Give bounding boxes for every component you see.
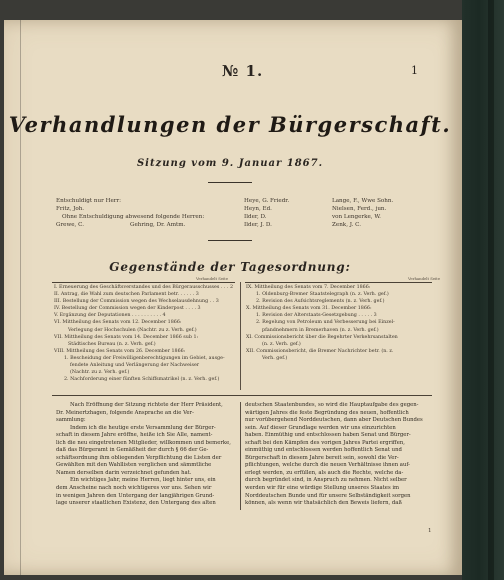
body-line: Dr. Meinertzhagen, folgende Ansprache an die Ver- (56, 409, 194, 416)
body-line: dem Anscheine nach noch wichtigeres vor uns. Sehen wir (56, 485, 212, 492)
absent-name: Lange, F., Wwe Sohn. (332, 198, 394, 204)
body-line: deutschen Staatenbundes, so wird die Hauptaufgabe des gegen- (245, 402, 419, 408)
absent-label: Ohne Entschuldigung abwesend folgende Herren: (62, 214, 205, 220)
absent-name: Heyn, Ed. (244, 206, 272, 212)
agenda-item: VI. Mittheilung des Senats vom 12. December 1866: (54, 320, 182, 326)
section-divider (208, 240, 252, 241)
body-line: Bürgerschaft in diesem Jahre bereit sein, sowohl die Ver- (245, 454, 399, 461)
body-line: wärtigen Jahres die feste Begründung des neuen, hoffentlich (245, 409, 409, 416)
session-date: Sitzung vom 9. Januar 1867. (136, 158, 324, 169)
agenda-bottom-rule (52, 395, 432, 396)
agenda-column-header: Verhandelt Seite (196, 276, 229, 281)
agenda-item: pfandnehmern in Bremerhaven (n. z. Verh. gef.) (262, 327, 379, 333)
agenda-top-rule (52, 282, 235, 283)
agenda-item: 1. Oldenburg-Bremer Staatstelegraph (n. z. Verh. gef.) (256, 292, 389, 298)
body-left-column (56, 402, 236, 508)
body-right-column (245, 402, 433, 508)
agenda-item: III. Bestellung der Commission wegen des Wechselausdehnung . . 3 (54, 299, 219, 305)
title-divider (208, 182, 252, 183)
absent-name: Grewe, C. (56, 222, 84, 228)
body-line: Gewählten mit den Wahllisten verglichen und sämmtliche (56, 462, 212, 469)
agenda-column-header: Verhandelt Seite (408, 276, 441, 281)
agenda-item: 2. Regelung von Petroleum und Verbesserung bei Einzel- (256, 320, 395, 326)
body-line: sammlung: (56, 417, 86, 424)
agenda-item: Städtisches Bureau (n. z. Verh. gef.) (68, 341, 156, 347)
agenda-item: 2. Nachforderung einer fünften Schiffsmatrikel (n. z. Verh. gef.) (64, 377, 220, 383)
absent-name: Gehring, Dr. Amtm. (130, 222, 186, 228)
agenda-item: 1. Revision der Alterstaats-Gesetzgebung . . . . . 3 (256, 313, 377, 319)
body-line: durch begründet sind, in Anspruch zu nehmen. Nicht selber (245, 477, 407, 484)
agenda-item: V. Ergänzung der Deputationen . . . . . . . . . . 4 (54, 313, 166, 319)
agenda-right-list (246, 284, 432, 362)
book-spine (462, 0, 504, 580)
agenda-item: fendete Anleitung und Verlängerung der Nachweiser (70, 363, 200, 369)
body-line: Ein wichtiges Jahr, meine Herren, liegt hinter uns, ein (70, 477, 216, 484)
absent-name: Ilder, D. (244, 214, 267, 220)
agenda-item: II. Antrag, die Wahl zum deutschen Parlament betr. . . . . . 3 (54, 292, 199, 298)
issue-number: № 1. (222, 62, 264, 80)
body-line: Indem ich die heutige erste Versammlung der Bürger- (70, 424, 216, 431)
footer-page-mark: 1 (428, 528, 432, 534)
agenda-item: X. Mittheilung des Senats vom 31. December 1866: (246, 306, 372, 312)
excused-label: Entschuldigt nur Herr: (56, 198, 121, 204)
agenda-item: 2. Revision des Aufsichtsreglements (n. z. Verh. gef.) (256, 299, 385, 305)
agenda-item: XI. Commissionsbericht über die Begehrter Verkehrsanstalten (246, 334, 398, 340)
agenda-item: Verh. gef.) (262, 355, 288, 361)
agenda-item: IX. Mittheilung des Senats vom 7. December 1866: (246, 285, 371, 290)
body-line: werden wir für eine würdige Stellung unseres Staates im (245, 485, 400, 492)
agenda-item: Verlegung der Hochschulen (Nachtr. zu z. Verh. gef.) (68, 327, 197, 333)
agenda-item: VIII. Mittheilung des Senats vom 26. December 1866: (54, 348, 186, 354)
body-line: schäftsordnung ihm obliegenden Verpflichtung die Listen der (56, 454, 222, 461)
body-line: lich die neu eingetretenen Mitglieder, willkommen und bemerke, (56, 439, 231, 446)
body-line: nur vorübergehend Norddeutschen, dann aber Deutschen Bundes (245, 417, 423, 424)
absent-name: Zenk, J. C. (332, 222, 361, 228)
body-column-divider (240, 402, 241, 510)
body-line: können, als wenn wir thatsächlich den Beweis liefern, daß (245, 500, 402, 507)
body-line: einmüthig und entschlossen werden hoffentlich Senat und (245, 447, 402, 454)
agenda-item: IV. Bestellung der Commission wegen der Kinderpost . . . . 3 (54, 306, 201, 312)
absent-name: Ilder, J. D. (244, 222, 272, 228)
body-line: schaft bei den Kämpfen des vorigen Jahres Partei ergriffen, (245, 439, 405, 446)
body-line: sein. Auf dieser Grundlage werden wir uns einzurichten (245, 424, 396, 431)
body-line: haben. Einmüthig und entschlossen haben Senat und Bürger- (245, 432, 411, 439)
agenda-item: XII. Commissionsbericht, die Bremer Nachrichter betr. (n. z. (246, 348, 394, 354)
agenda-item: I. Erneuerung des Geschäftsverstandes und des Bürgerausschusses . . . 2 (54, 285, 234, 290)
page-title: Verhandlungen der Bürgerschaft. (8, 112, 452, 137)
body-line: in wenigen Jahren den Untergang der langjährigen Grund- (56, 492, 215, 499)
absent-name: von Lengerke, W. (332, 214, 381, 220)
body-line: lage unserer staatlichen Existenz, den Untergang des alten (56, 500, 216, 507)
body-line: schaft in diesem Jahre eröffne, heiße ich Sie Alle, nament- (56, 432, 213, 439)
body-line: Namen derselben darin verzeichnet gefunden hat. (56, 469, 192, 476)
agenda-item: VII. Mittheilung des Senats vom 14. December 1866 sub 1: (54, 334, 199, 340)
body-line: daß das Bürgeramt in Gemäßheit der durch § 66 der Ge- (56, 447, 209, 454)
spine-stripe (488, 0, 494, 580)
agenda-top-rule (245, 282, 432, 283)
excused-name: Fritz, Joh. (56, 206, 85, 212)
agenda-left-list (54, 284, 237, 383)
page-number: 1 (411, 64, 418, 77)
body-line: pflichtungen, welche durch die neuen Verhältnisse ihnen auf- (245, 462, 410, 469)
body-line: erlegt werden, zu erfüllen, als auch die Rechte, welche da- (245, 469, 404, 476)
absent-name: Heye, G. Friedr. (244, 198, 290, 204)
body-line: Norddeutschen Bunde und für unsere Selbständigkeit sorgen (245, 492, 411, 499)
absent-name: Nielsen, Ferd., jun. (332, 206, 387, 212)
agenda-title: Gegenstände der Tagesordnung: (109, 260, 351, 274)
agenda-column-divider (240, 282, 241, 390)
agenda-item: (Nachtr. zu z. Verh. gef.) (70, 370, 130, 376)
body-line: Nach Eröffnung der Sitzung richtete der Herr Präsident, (70, 402, 223, 408)
agenda-item: (n. z. Verh. gef.) (262, 341, 301, 347)
page-gutter (20, 20, 21, 575)
agenda-item: 1. Bescheidung der Freiwilligenberechtigungen im Gebiet, ausge- (64, 355, 225, 361)
